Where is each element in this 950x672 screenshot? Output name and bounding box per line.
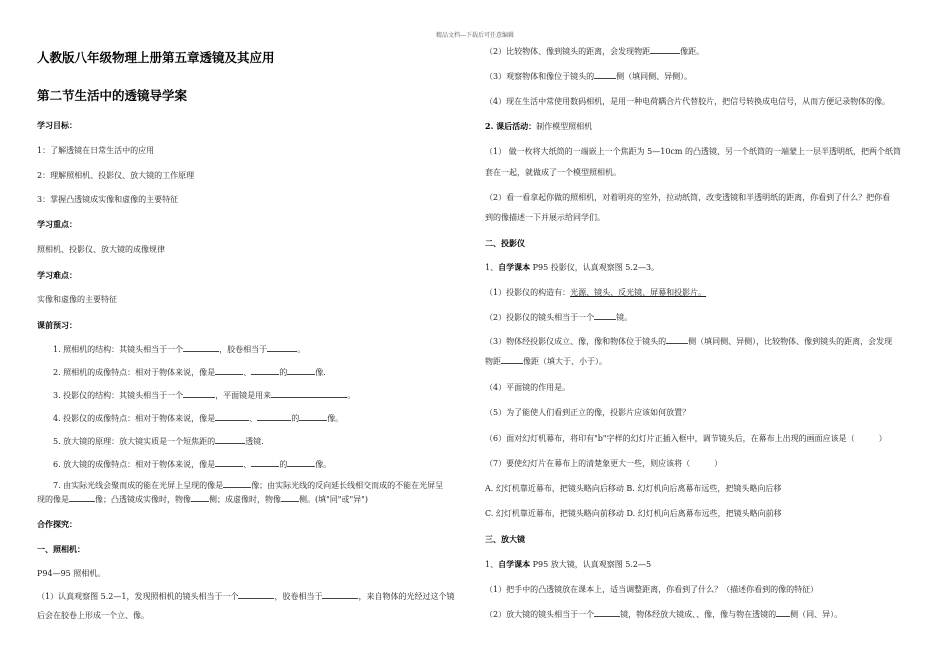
activity-2-cont: 到的像描述一下并展示给同学们。 — [485, 213, 605, 222]
text: 4. 投影仪的成像特点：相对于物体来说，像是 — [53, 414, 216, 423]
fill-blank — [238, 591, 274, 599]
activity-1: （1） 做一枚将大纸筒的一端嵌上一个焦距为 5—10cm 的凸透镜，另一个纸筒的一端蒙上一层半透明纸，把两个纸筒 — [485, 147, 902, 156]
fill-blank — [183, 390, 215, 398]
text: P95 放大镜，认真观察图 5.2—5 — [530, 560, 652, 569]
text: 物距 — [485, 357, 501, 366]
text: 自学课本 — [498, 262, 531, 272]
text: 像距。 — [680, 47, 705, 56]
fill-blank — [322, 591, 358, 599]
projector-q3 — [485, 336, 892, 347]
text: 的 — [291, 414, 300, 423]
activity-1-cont: 套在一起，就做成了一个模型照相机。 — [485, 168, 621, 177]
goal-item: 3：掌握凸透镜成实像和虚像的主要特征 — [37, 195, 179, 204]
fill-blank — [251, 459, 279, 467]
fill-blank — [69, 494, 95, 502]
fill-blank — [257, 413, 291, 421]
text: 1、 — [485, 263, 499, 272]
section-title: 第二节生活中的透镜导学案 — [37, 88, 188, 103]
text: 像. — [315, 368, 326, 377]
preview-heading: 课前预习： — [37, 320, 77, 330]
preview-item-7 — [37, 480, 443, 491]
text: 侧（同、异）。 — [790, 610, 843, 619]
text: 镜。 — [616, 313, 633, 322]
fill-blank — [594, 609, 620, 617]
question-1 — [37, 591, 454, 602]
section-3-heading: 三、放大镜 — [485, 534, 525, 544]
text: 像；由实际光线的反向延长线相交而成的不能在光屏呈 — [251, 481, 444, 490]
fill-blank — [215, 367, 243, 375]
goal-item: 1：了解透镜在日常生活中的应用 — [37, 146, 155, 155]
fill-blank — [594, 71, 616, 79]
text: 7. 由实际光线会聚而成的能在光屏上呈现的像是 — [53, 481, 224, 490]
fill-blank — [215, 413, 249, 421]
options-ab: A. 幻灯机靠近幕布，把镜头略向后移动 B. 幻灯机向后离幕布远些，把镜头略向后移 — [485, 484, 782, 493]
text: （1）投影仪的构造有： — [485, 288, 571, 297]
projector-q1 — [485, 287, 706, 298]
activity-label: 2. 课后活动： — [485, 121, 537, 131]
magnifier-q1: （1）把手中的凸透镜放在课本上，适当调整距离，你看到了什么？（描述你看到的像的特征） — [485, 585, 819, 594]
text: （3）观察物体和像位于镜头的 — [485, 72, 595, 81]
fill-blank — [267, 344, 297, 352]
fill-blank — [215, 436, 245, 444]
fill-blank — [287, 367, 315, 375]
preview-item-7-cont — [37, 494, 368, 505]
question-2 — [485, 46, 704, 57]
fill-blank — [650, 46, 680, 54]
key-heading: 学习重点： — [37, 219, 77, 229]
section-1-heading: 一、照相机： — [37, 544, 85, 554]
preview-item-4 — [37, 413, 343, 424]
text: 2. 照相机的成像特点：相对于物体来说，像是 — [53, 368, 216, 377]
text: （3）物体经投影仪成立、像，像和物体位于镜头的 — [485, 337, 667, 346]
text: 5. 放大镜的原理：放大镜实质是一个短焦距的 — [53, 437, 216, 446]
text: 像距（填大于、小于）。 — [523, 357, 607, 366]
difficulty-heading: 学习难点： — [37, 270, 77, 280]
text: 侧（填同侧、异侧）。 — [616, 72, 693, 81]
text: 像。 — [315, 460, 332, 469]
activity-heading — [485, 121, 592, 132]
question-3 — [485, 71, 692, 82]
text: 镜，物体经放大镜成、、像，像与物在透镜的 — [620, 610, 777, 619]
projector-q6: （6）面对幻灯机幕布，将印有"b"字样的幻灯片正插入框中，调节镜头后，在幕布上出现的画面应该是（ ） — [485, 434, 887, 443]
key-text: 照相机、投影仪、放大镜的成像规律 — [37, 245, 165, 254]
projector-q4: （4）平面镜的作用是。 — [485, 383, 571, 392]
document-title: 人教版八年级物理上册第五章透镜及其应用 — [37, 50, 275, 65]
text: 3. 投影仪的结构：其镜头相当于一个 — [53, 391, 184, 400]
fill-blank — [666, 336, 688, 344]
text: 现的像是 — [37, 495, 69, 504]
page-header: 精品文档---下载后可任意编辑 — [435, 32, 515, 39]
fill-blank — [281, 494, 299, 502]
difficulty-text: 实像和虚像的主要特征 — [37, 295, 117, 304]
fill-blank — [594, 312, 616, 320]
text: 1. 照相机的结构：其镜头相当于一个 — [53, 345, 184, 354]
text: 侧。(填"同"或"异") — [299, 495, 368, 504]
goals-heading: 学习目标： — [37, 120, 77, 130]
fill-blank — [183, 344, 219, 352]
p94-text: P94—95 照相机。 — [37, 569, 106, 578]
question-4: （4）现在生活中常使用数码相机，是用一种电荷耦合片代替胶片，把信号转换成电信号，从而方便记录物体的像。 — [485, 97, 891, 106]
text: 。 — [297, 345, 306, 354]
section-2-heading: 二、投影仪 — [485, 238, 525, 248]
fill-blank — [776, 609, 790, 617]
underlined-answer: 光源、镜头、反光镜、屏幕和投影片。 — [570, 288, 707, 297]
text: 透镜. — [245, 437, 264, 446]
text: P95 投影仪，认真观察图 5.2—3。 — [530, 263, 660, 272]
preview-item-5 — [37, 436, 264, 447]
preview-item-2 — [37, 367, 326, 378]
projector-q2 — [485, 312, 632, 323]
fill-blank — [287, 459, 315, 467]
activity-2: （2）看一看拿起你做的照相机，对着明亮的室外，拉动纸筒，改变透镜和半透明纸的距离，你看到了什么？把你看 — [485, 193, 891, 202]
text: ，胶卷相当于 — [219, 345, 268, 354]
projector-q5: （5）为了能使人们看到正立的像，投影片应该如何放置？ — [485, 408, 691, 417]
text: （2）投影仪的镜头相当于一个 — [485, 313, 595, 322]
preview-item-3 — [37, 390, 355, 401]
magnifier-intro — [485, 559, 651, 570]
text: 、 — [249, 414, 258, 423]
text: ，胶卷相当于 — [274, 592, 323, 601]
text: 侧；成虚像时，物像 — [209, 495, 281, 504]
fill-blank — [223, 480, 251, 488]
fill-blank — [191, 494, 209, 502]
text: 像。 — [327, 414, 344, 423]
fill-blank — [501, 356, 523, 364]
projector-intro — [485, 262, 659, 273]
cooperation-heading: 合作探究： — [37, 519, 77, 529]
activity-title: 制作模型照相机 — [536, 122, 593, 131]
text: 、 — [243, 368, 252, 377]
text: （2）比较物体、像到镜头的距离，会发现物距 — [485, 47, 651, 56]
fill-blank — [299, 413, 327, 421]
text: 、 — [243, 460, 252, 469]
preview-item-6 — [37, 459, 331, 470]
text: 的 — [279, 368, 288, 377]
fill-blank — [271, 390, 347, 398]
text: 。 — [347, 391, 356, 400]
options-cd: C. 幻灯机靠近幕布，把镜头略向前移动 D. 幻灯机向后离幕布远些，把镜头略向前移 — [485, 509, 782, 518]
text: 自学课本 — [498, 559, 531, 569]
projector-q7: （7）要使幻灯片在幕布上的清楚象更大一些，则应该将（ ） — [485, 459, 723, 468]
text: （2）放大镜的镜头相当于一个 — [485, 610, 595, 619]
text: 1、 — [485, 560, 499, 569]
text: 像；凸透镜成实像时，物像 — [95, 495, 191, 504]
projector-q3-cont — [485, 356, 607, 367]
text: ，平面镜是用来 — [215, 391, 272, 400]
text: 的 — [279, 460, 288, 469]
goal-item: 2：理解照相机、投影仪、放大镜的工作原理 — [37, 171, 195, 180]
text: （1）认真观察图 5.2—1，发现照相机的镜头相当于一个 — [37, 592, 239, 601]
preview-item-1 — [37, 344, 305, 355]
text: 侧（填同侧、异侧），比较物体、像到镜头的距离，会发现 — [688, 337, 893, 346]
fill-blank — [251, 367, 279, 375]
text: ，来自物体的光经过这个镜 — [358, 592, 455, 601]
text: 6. 放大镜的成像特点：相对于物体来说，像是 — [53, 460, 216, 469]
fill-blank — [215, 459, 243, 467]
magnifier-q2 — [485, 609, 842, 620]
question-1-cont: 后会在胶卷上形成一个立、像。 — [37, 611, 149, 620]
